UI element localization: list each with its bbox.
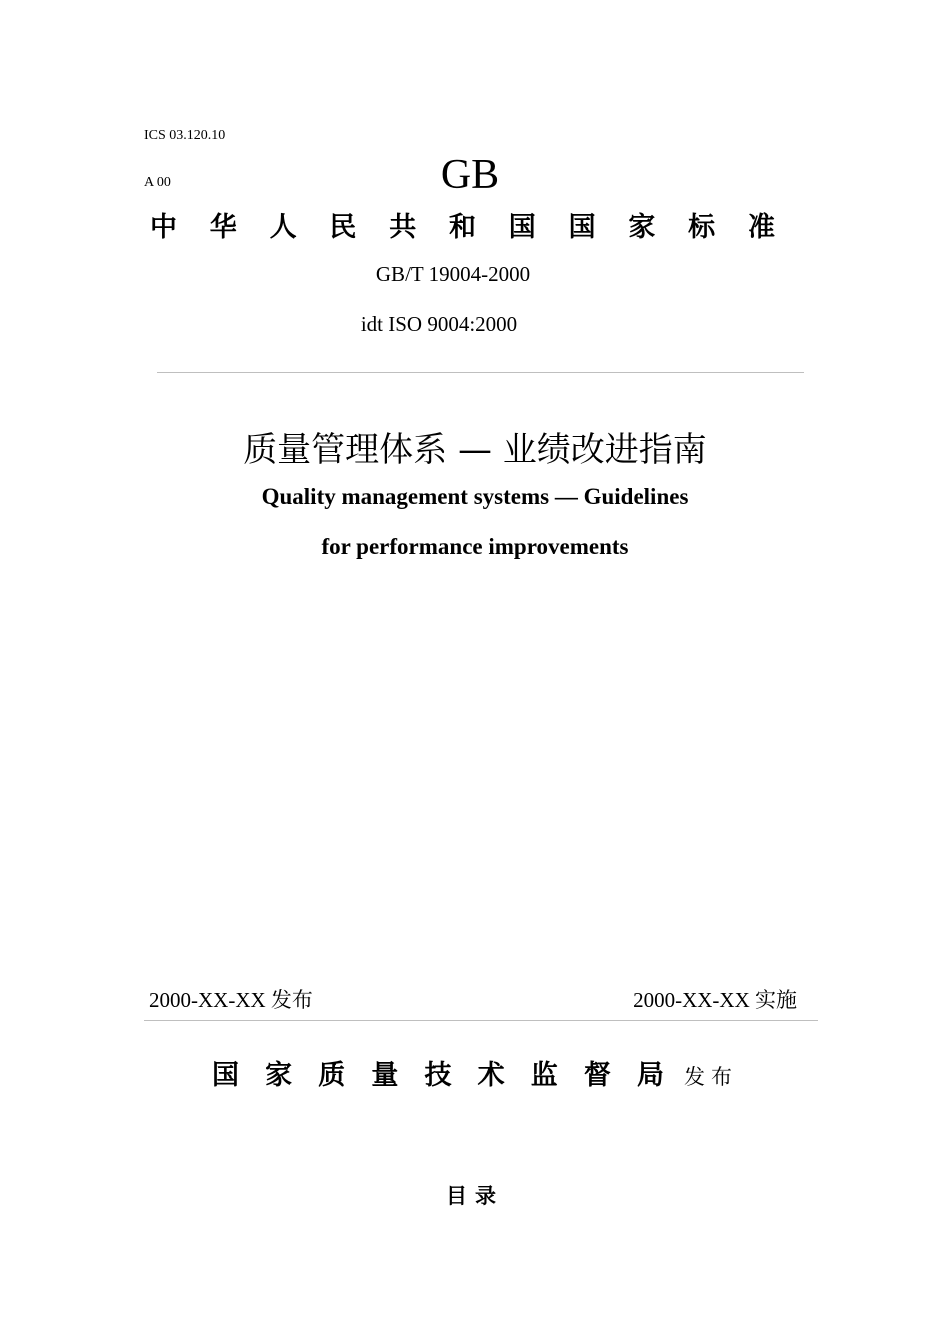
gb-mark: GB: [440, 152, 500, 198]
issuer-char: 术: [477, 1060, 505, 1091]
issuer-char: 家: [265, 1060, 293, 1091]
issuer: [212, 1056, 738, 1096]
heading-char: 准: [747, 212, 775, 243]
title-english-line2: for performance improvements: [321, 534, 629, 559]
heading-char: 人: [269, 212, 297, 243]
heading-char: 国: [508, 212, 536, 243]
issuer-char: 质: [318, 1060, 346, 1091]
toc-heading: 目录: [446, 1184, 504, 1208]
heading-char: 民: [329, 212, 357, 243]
heading-char: 国: [568, 212, 596, 243]
heading-char: 共: [389, 212, 417, 243]
issuer-name: [212, 1056, 664, 1096]
issue-date: 2000-XX-XX 发布: [149, 988, 313, 1012]
heading-char: 标: [688, 212, 716, 243]
top-divider: [157, 372, 804, 373]
standard-number: GB/T 19004-2000: [375, 262, 531, 286]
issuer-suffix: 发布: [684, 1065, 738, 1089]
heading-char: 家: [628, 212, 656, 243]
heading-char: 和: [448, 212, 476, 243]
bottom-divider: [144, 1020, 818, 1021]
issuer-char: 量: [371, 1060, 399, 1091]
issuer-char: 局: [637, 1060, 664, 1091]
issuer-char: 督: [583, 1060, 611, 1091]
implementation-date: 2000-XX-XX 实施: [633, 988, 797, 1012]
classification-code: A 00: [144, 175, 171, 190]
idt-reference: idt ISO 9004:2000: [360, 312, 518, 336]
national-standard-heading: [150, 208, 775, 248]
issuer-char: 技: [424, 1060, 452, 1091]
title-english-line1: Quality management systems — Guidelines: [261, 484, 689, 509]
heading-char: 中: [150, 212, 177, 243]
title-chinese: 质量管理体系 — 业绩改进指南: [243, 430, 707, 470]
issuer-char: 监: [530, 1060, 558, 1091]
issuer-char: 国: [212, 1060, 239, 1091]
heading-char: 华: [209, 212, 237, 243]
ics-code: ICS 03.120.10: [144, 128, 226, 143]
